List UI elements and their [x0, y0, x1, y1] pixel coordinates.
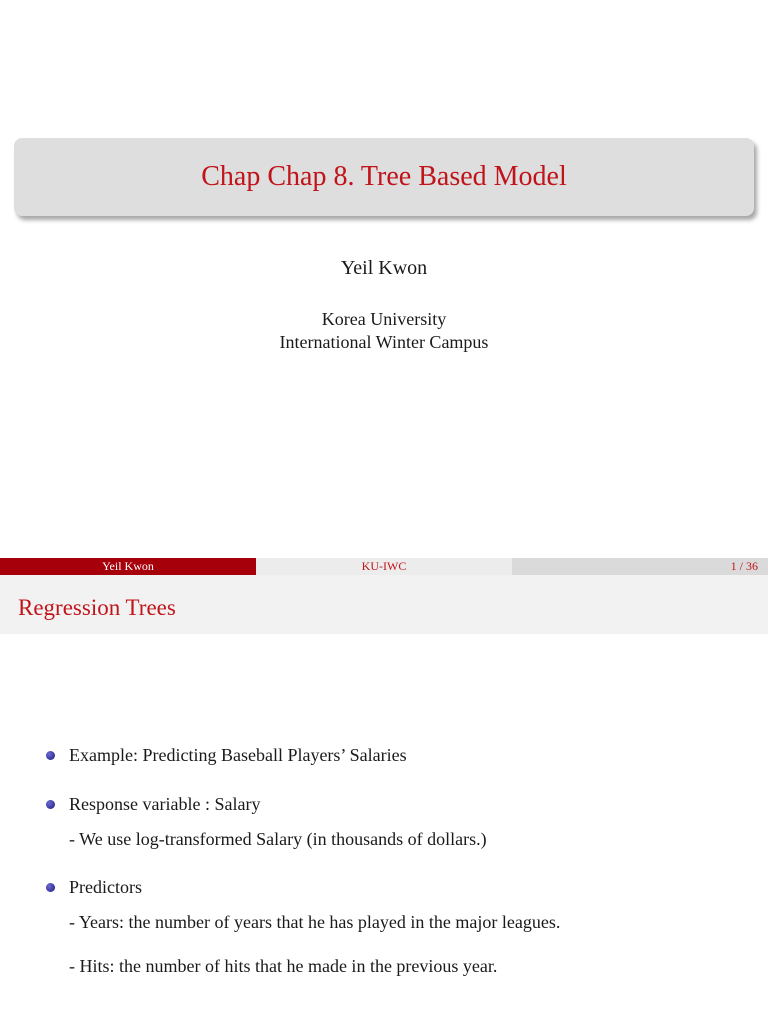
title-box — [14, 138, 754, 216]
bullet-text: Predictors — [69, 877, 142, 897]
footer-author: Yeil Kwon — [0, 558, 256, 575]
slide-footer — [0, 558, 768, 575]
bullet-icon — [46, 800, 55, 809]
author-name: Yeil Kwon — [340, 257, 428, 279]
bullet-icon — [46, 883, 55, 892]
institution-line-2: International Winter Campus — [279, 332, 489, 352]
institution-line-1: Korea University — [321, 309, 447, 329]
bullet-item — [46, 794, 260, 815]
sub-bullet-text: - Hits: the number of hits that he made in the previous year. — [69, 956, 498, 976]
sub-bullet-text: - We use log-transformed Salary (in thousands of dollars.) — [69, 829, 487, 849]
bullet-text: Response variable : Salary — [69, 794, 261, 814]
bullet-item — [46, 745, 407, 766]
footer-institution: KU-IWC — [256, 558, 512, 575]
footer-page-number: 1 / 36 — [512, 558, 768, 575]
bullet-icon — [46, 751, 55, 760]
bullet-text: Example: Predicting Baseball Players’ Salaries — [69, 745, 407, 765]
slide-title: Chap Chap 8. Tree Based Model — [201, 161, 567, 192]
sub-bullet-text: - Years: the number of years that he has played in the major leagues. — [69, 912, 561, 932]
frame-title: Regression Trees — [18, 595, 176, 620]
bullet-item — [46, 877, 142, 898]
